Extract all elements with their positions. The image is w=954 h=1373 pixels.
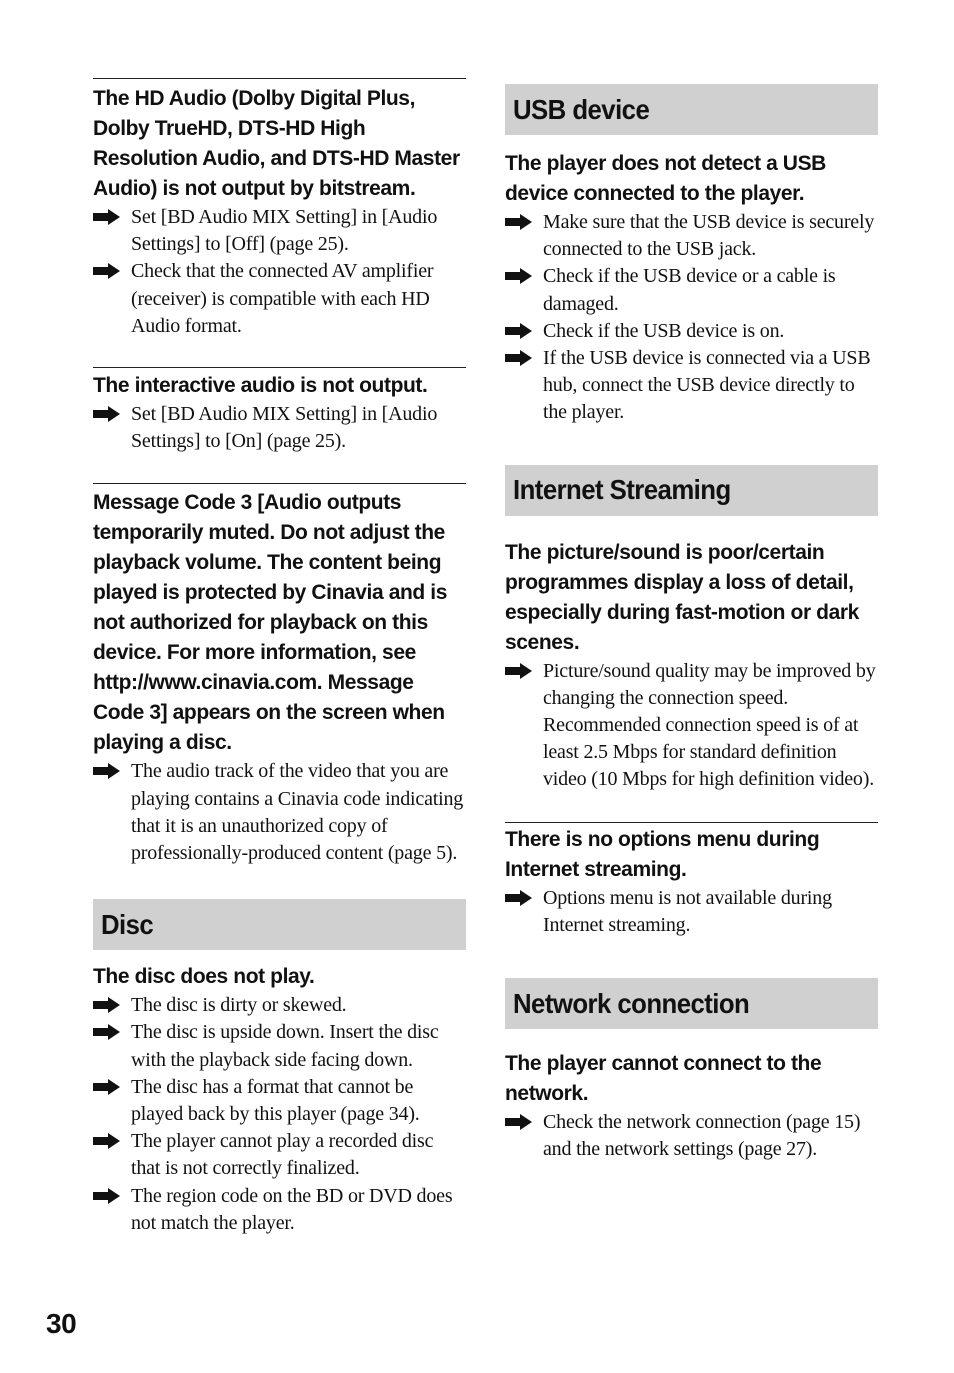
list-item xyxy=(505,345,878,427)
answer-text: The disc is upside down. Insert the disc with the playback side facing down. xyxy=(131,1021,439,1071)
question-disc: The disc does not play. xyxy=(93,965,315,989)
page-number: 30 xyxy=(46,1308,77,1339)
question-network: The player cannot connect to the network. xyxy=(505,1052,822,1106)
arrow-icon xyxy=(505,890,533,906)
arrow-icon xyxy=(93,1188,121,1204)
list-item xyxy=(505,263,878,317)
answer-list-hd-audio xyxy=(93,204,466,340)
section-divider xyxy=(93,483,466,484)
arrow-icon xyxy=(93,263,121,279)
list-item xyxy=(93,258,466,340)
list-item xyxy=(505,658,878,794)
section-header-streaming xyxy=(505,465,878,516)
list-item xyxy=(93,1019,466,1073)
section-title: USB device xyxy=(513,93,650,125)
section-divider xyxy=(93,367,466,368)
arrow-icon xyxy=(93,1024,121,1040)
answer-list-options-menu xyxy=(505,885,878,939)
answer-text: The player cannot play a recorded disc that is not correctly finalized. xyxy=(131,1130,434,1180)
arrow-icon xyxy=(93,1133,121,1149)
arrow-icon xyxy=(505,663,533,679)
list-item xyxy=(93,1183,466,1237)
arrow-icon xyxy=(505,214,533,230)
list-item xyxy=(93,1128,466,1182)
list-item xyxy=(505,209,878,263)
question-options-menu: There is no options menu during Internet streaming. xyxy=(505,827,820,881)
answer-list-network xyxy=(505,1109,878,1163)
answer-text: Set [BD Audio MIX Setting] in [Audio Settings] to [Off] (page 25). xyxy=(131,206,438,256)
arrow-icon xyxy=(93,209,121,225)
arrow-icon xyxy=(505,1114,533,1130)
answer-text: Check if the USB device or a cable is damaged. xyxy=(543,265,836,315)
arrow-icon xyxy=(93,997,121,1013)
list-item xyxy=(93,992,466,1019)
list-item xyxy=(93,401,466,455)
answer-list-disc xyxy=(93,992,466,1237)
answer-text: Check if the USB device is on. xyxy=(543,319,785,342)
arrow-icon xyxy=(505,350,533,366)
answer-text: The audio track of the video that you are playing contains a Cinavia code indicating that it is an unauthorized copy of professionally-produced content (page 5). xyxy=(131,760,464,865)
question-streaming: The picture/sound is poor/certain programmes display a loss of detail, especially during fast-motion or dark scenes. xyxy=(505,540,859,654)
answer-text: If the USB device is connected via a USB hub, connect the USB device directly to the player. xyxy=(543,347,871,424)
answer-text: Options menu is not available during Internet streaming. xyxy=(543,886,832,936)
answer-text: The region code on the BD or DVD does not match the player. xyxy=(131,1184,453,1234)
arrow-icon xyxy=(93,763,121,779)
question-hd-audio: The HD Audio (Dolby Digital Plus, Dolby TrueHD, DTS-HD High Resolution Audio, and DTS-HD Master Audio) is not output by bitstream. xyxy=(93,87,460,200)
answer-list-usb xyxy=(505,209,878,427)
list-item xyxy=(93,204,466,258)
arrow-icon xyxy=(505,323,533,339)
answer-list-interactive-audio xyxy=(93,401,466,455)
question-usb: The player does not detect a USB device connected to the player. xyxy=(505,152,826,205)
section-header-disc xyxy=(93,899,466,950)
answer-text: Set [BD Audio MIX Setting] in [Audio Settings] to [On] (page 25). xyxy=(131,403,438,453)
question-message-code: Message Code 3 [Audio outputs temporarily muted. Do not adjust the playback volume. The content being played is protected by Cinavia and is not authorized for playback on this device. For more information, see http://www.cinavia.com. Message Code 3] appears on the screen when playing a disc. xyxy=(93,491,447,755)
list-item xyxy=(93,758,466,867)
arrow-icon xyxy=(93,1079,121,1095)
answer-list-message-code xyxy=(93,758,466,867)
list-item xyxy=(93,1074,466,1128)
answer-list-streaming xyxy=(505,658,878,794)
section-title: Disc xyxy=(101,908,154,940)
section-title: Network connection xyxy=(513,987,750,1019)
section-divider xyxy=(93,78,466,79)
section-divider xyxy=(505,822,878,823)
answer-text: Check that the connected AV amplifier (receiver) is compatible with each HD Audio format. xyxy=(131,260,434,337)
section-header-network xyxy=(505,978,878,1029)
section-title: Internet Streaming xyxy=(513,474,731,506)
arrow-icon xyxy=(505,268,533,284)
answer-text: Picture/sound quality may be improved by changing the connection speed. Recommended connection speed is of at least 2.5 Mbps for standard definition video (10 Mbps for high definition video). xyxy=(543,659,876,791)
answer-text: Check the network connection (page 15) and the network settings (page 27). xyxy=(543,1111,861,1161)
question-interactive-audio: The interactive audio is not output. xyxy=(93,374,428,398)
list-item xyxy=(505,318,878,345)
right-column xyxy=(505,0,878,1163)
arrow-icon xyxy=(93,406,121,422)
list-item xyxy=(505,885,878,939)
answer-text: The disc is dirty or skewed. xyxy=(131,994,347,1017)
answer-text: The disc has a format that cannot be played back by this player (page 34). xyxy=(131,1075,420,1126)
answer-text: Make sure that the USB device is securely connected to the USB jack. xyxy=(543,211,875,261)
left-column xyxy=(93,0,466,1237)
list-item xyxy=(505,1109,878,1163)
section-header-usb xyxy=(505,84,878,135)
